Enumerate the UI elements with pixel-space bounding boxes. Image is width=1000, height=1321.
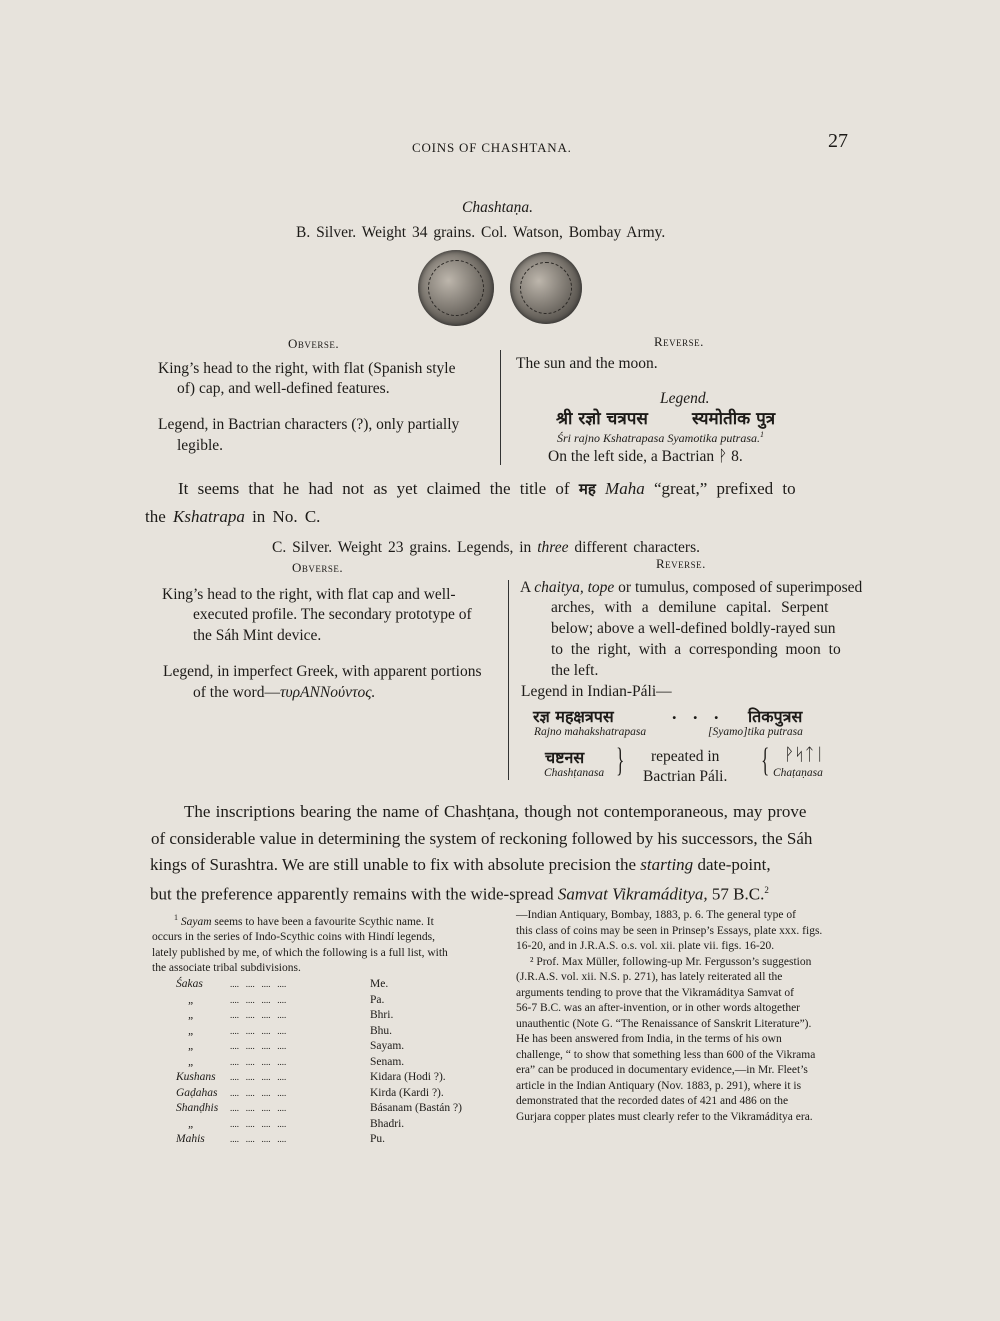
section-b-caption: B. Silver. Weight 34 grains. Col. Watson, Bombay Army. [296, 224, 666, 241]
obverse-b-line3: Legend, in Bactrian characters (?), only partially [158, 416, 460, 433]
leader-dots: .... .... .... .... [230, 1010, 287, 1020]
reverse-c-kharoshthi: ᚹᛋᛏᛁ [784, 745, 825, 765]
tribe-name: „ [188, 1117, 195, 1130]
p2-line3-b: date-point, [697, 855, 771, 874]
reverse-b-line1: The sun and the moon. [516, 355, 658, 372]
reverse-heading-c: Reverse. [656, 556, 706, 571]
subdivision-name: Bhadri. [370, 1117, 405, 1130]
leader-dots: .... .... .... .... [230, 1056, 287, 1067]
fn2-line3: 16-20, and in J.R.A.S. o.s. vol. xii. plate vii. figs. 16-20. [516, 940, 775, 952]
reverse-c-line4: to the right, with a corresponding moon to [551, 641, 841, 658]
table-row [172, 1055, 492, 1071]
table-row [172, 1039, 492, 1055]
reverse-c-translit-3: Chashṭanasa [544, 767, 605, 779]
subdivision-name: Bhu. [370, 1024, 393, 1037]
reverse-c-b: or tumulus, composed of superimposed [618, 579, 863, 596]
tribe-name: Kushans [176, 1071, 216, 1083]
coin-reverse-image [510, 252, 582, 324]
subdivision-name: Kidara (Hodi ?). [370, 1071, 446, 1083]
column-divider-c [508, 580, 509, 780]
footnote-2 [516, 908, 866, 1125]
obverse-heading-b: Obverse. [288, 336, 340, 351]
subdivision-name: Pa. [370, 993, 385, 1006]
reverse-heading-b: Reverse. [654, 334, 704, 349]
c-caption-b: different characters. [574, 539, 700, 556]
paragraph-2-line3 [150, 853, 771, 877]
column-divider-b [500, 350, 501, 465]
paragraph-2-line1: The inscriptions bearing the name of Chashṭana, though not contemporaneous, may prove [184, 802, 807, 821]
p1-kshatrapa: Kshatrapa [173, 507, 245, 526]
reverse-b-legend-label: Legend. [660, 390, 710, 407]
p1-text-a: It seems that he had not as yet claimed the title of [178, 479, 570, 498]
obverse-c-line5 [193, 682, 375, 703]
fn2-line13: demonstrated that the recorded dates of 421 and 486 on the [516, 1095, 789, 1107]
fn1-line3: lately published by me, of which the following is a full list, with [152, 946, 448, 959]
reverse-b-legend-devanagari-1: श्री रज्ञो चत्रपस [556, 409, 648, 429]
subdivision-name: Sayam. [370, 1040, 405, 1052]
section-c-caption [272, 537, 700, 558]
legend-translit-text: Śri rajno Kshatrapasa Syamotika putrasa. [557, 431, 761, 445]
table-row [172, 1008, 492, 1024]
p1-maha: Maha [605, 479, 645, 498]
tribe-name: Shanḍhis [176, 1102, 219, 1114]
section-b-title: Chashtaṇa. [462, 199, 534, 216]
fn1-line1 [152, 910, 504, 930]
table-row [172, 1101, 492, 1117]
leader-dots: .... .... .... .... [230, 979, 287, 989]
c-caption-a: C. Silver. Weight 23 grains. Legends, in [272, 539, 532, 556]
fn2-line7: 56-7 B.C. was an after-invention, or in other words altogether [516, 1002, 801, 1014]
reverse-b-legend-devanagari-2: स्यमोतीक पुत्र [692, 409, 776, 429]
reverse-b-left-side: On the left side, a Bactrian ᚹ 8. [548, 448, 743, 465]
reverse-b-legend-translit [557, 430, 764, 446]
table-row [172, 1132, 492, 1148]
fn2-line6: arguments tending to prove that the Vikramáditya Samvat of [516, 986, 795, 999]
obverse-c-line4: Legend, in imperfect Greek, with apparent portions [163, 663, 482, 680]
reverse-c-devanagari-1: रज्ञ महक्षत्रपस [533, 707, 614, 726]
p2-line4-a: but the preference apparently remains with the wide-spread [150, 884, 554, 904]
reverse-c-line3: below; above a well-defined boldly-rayed sun [551, 620, 836, 637]
reverse-c-line1 [520, 577, 862, 598]
table-row [172, 993, 492, 1009]
leader-dots: .... .... .... .... [230, 1025, 287, 1036]
fn2-line8: unauthentic (Note G. “The Renaissance of Sanskrit Literature”). [516, 1017, 812, 1030]
reverse-c-a: A [520, 579, 531, 596]
table-row [172, 1117, 492, 1133]
fn1-line2: occurs in the series of Indo-Scythic coins with Hindí legends, [152, 931, 435, 944]
c-caption-three: three [537, 539, 569, 556]
obverse-c-line2: executed profile. The secondary prototype of [193, 606, 472, 623]
footnote-mark-1: 1 [760, 430, 765, 439]
fn2-line5: (J.R.A.S. vol. xii. N.S. p. 271), has lately reiterated all the [516, 971, 783, 983]
tribe-name: „ [188, 1055, 195, 1068]
fn2-line10: challenge, “ to show that something less than 600 of the Vikrama [516, 1048, 816, 1061]
reverse-c-translit-4: Chaṭaṇasa [773, 767, 823, 779]
paragraph-2-line2: of considerable value in determining the system of reckoning followed by his successors, the Sáh [151, 829, 813, 848]
obverse-b-line2: of) cap, and well-defined features. [177, 380, 390, 397]
paragraph-1-line1 [178, 477, 796, 501]
tribe-name: „ [188, 1024, 195, 1037]
reverse-c-translit-1: Rajno mahakshatrapasa [534, 726, 647, 738]
leader-dots: .... .... .... .... [230, 1072, 287, 1082]
fn1-sayam: Sayam [180, 915, 212, 928]
fn1-line4: the associate tribal subdivisions. [152, 962, 301, 975]
fn2-line9: He has been answered from India, in the terms of his own [516, 1033, 782, 1045]
table-row [172, 1086, 492, 1102]
footnote-1 [152, 910, 504, 977]
p1-text-b: “great,” prefixed to [653, 479, 796, 498]
page-number: 27 [828, 130, 848, 152]
obverse-c-word: of the word— [193, 684, 280, 701]
table-row [172, 1070, 492, 1086]
running-title: COINS OF CHASHTANA. [412, 140, 572, 155]
reverse-c-line5: the left. [551, 662, 599, 679]
leader-dots: .... .... .... .... [230, 1118, 287, 1129]
subdivision-name: Bhri. [370, 1009, 394, 1021]
subdivision-name: Kirda (Kardi ?). [370, 1086, 444, 1099]
fn1-mark: 1 [174, 913, 178, 922]
p2-samvat: Samvat Vikramáditya, [557, 884, 708, 904]
obverse-c-greek: τυρANNoύvτoς. [279, 684, 376, 701]
reverse-c-repeated-1: repeated in [651, 748, 720, 765]
reverse-c-translit-2: [Syamo]tika putrasa [708, 726, 803, 738]
p1-devanagari: मह [578, 480, 596, 498]
tribe-name: „ [188, 993, 195, 1006]
tribe-name: Gaḍahas [176, 1086, 218, 1099]
p2-line3-a: kings of Surashtra. We are still unable to fix with absolute precision the [150, 855, 637, 874]
fn2-line12: article in the Indian Antiquary (Nov. 1883, p. 291), where it is [516, 1079, 802, 1092]
tribe-name: Śakas [176, 978, 203, 990]
reverse-c-repeated-2: Bactrian Páli. [643, 768, 728, 785]
reverse-c-chaitya: chaitya, tope [534, 579, 615, 596]
coin-obverse-image [418, 250, 494, 326]
obverse-b-line4: legible. [177, 437, 224, 454]
subdivision-name: Básanam (Bastán ?) [370, 1102, 462, 1114]
reverse-c-devanagari-2: तिकपुत्रस [748, 707, 803, 726]
fn2-line1: —Indian Antiquary, Bombay, 1883, p. 6. The general type of [516, 909, 796, 921]
obverse-heading-c: Obverse. [292, 560, 344, 575]
obverse-b-line1: King’s head to the right, with flat (Spanish style [158, 360, 456, 377]
reverse-c-line2: arches, with a demilune capital. Serpent [551, 599, 829, 616]
p1-no-c: in No. C. [252, 507, 321, 526]
reverse-c-dots: . . . [672, 703, 725, 723]
footnote-mark-2: 2 [764, 885, 769, 895]
table-row [172, 977, 492, 993]
tribe-name: „ [188, 1009, 195, 1021]
leader-dots: .... .... .... .... [230, 1041, 287, 1051]
fn2-line4: ² Prof. Max Müller, following-up Mr. Fergusson’s suggestion [530, 955, 812, 968]
p1-the: the [145, 507, 166, 526]
leader-dots: .... .... .... .... [230, 1103, 287, 1113]
leader-dots: .... .... .... .... [230, 1087, 287, 1098]
paragraph-2-line4 [150, 878, 769, 907]
fn2-line11: era” can be produced in documentary evidence,—in Mr. Fleet’s [516, 1064, 808, 1076]
leader-dots: .... .... .... .... [230, 994, 287, 1005]
fn2-line14: Gurjara copper plates must clearly refer to the Vikramáditya era. [516, 1110, 813, 1123]
paragraph-1-line2 [145, 505, 320, 529]
subdivision-name: Senam. [370, 1055, 405, 1068]
p2-starting: starting [640, 855, 694, 874]
leader-dots: .... .... .... .... [230, 1134, 287, 1144]
fn1-line1-text: seems to have been a favourite Scythic name. It [214, 915, 434, 928]
subdivision-name: Pu. [370, 1133, 386, 1145]
fn2-line2: this class of coins may be seen in Prinsep’s Essays, plate xxx. figs. [516, 924, 823, 937]
tribe-name: Mahis [176, 1133, 205, 1145]
brace-left: } [616, 742, 625, 779]
reverse-c-line6: Legend in Indian-Páli— [521, 683, 672, 700]
subdivision-name: Me. [370, 978, 389, 990]
table-row [172, 1024, 492, 1040]
p2-line4-b: 57 B.C. [711, 884, 765, 904]
tribe-name: „ [188, 1040, 195, 1052]
obverse-c-line1: King’s head to the right, with flat cap and well- [162, 586, 456, 603]
tribe-table [172, 977, 492, 1148]
obverse-c-line3: the Sáh Mint device. [193, 627, 322, 644]
brace-right: { [761, 742, 770, 779]
reverse-c-devanagari-3: चष्टनस [545, 748, 585, 767]
